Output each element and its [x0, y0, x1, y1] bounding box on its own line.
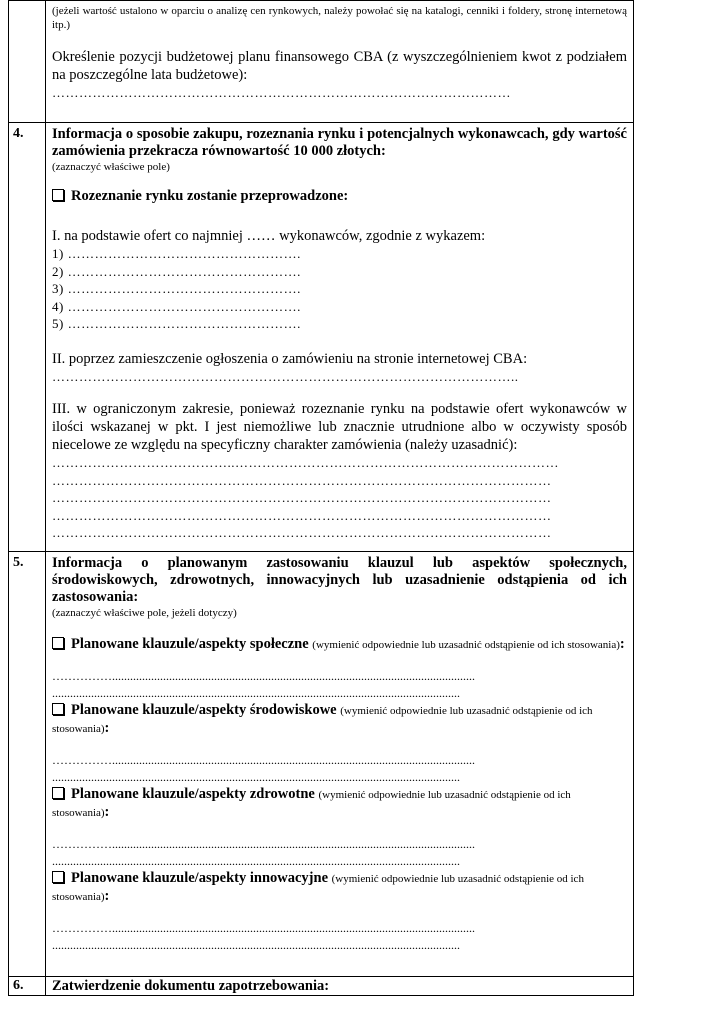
checkbox-icon[interactable]: [52, 637, 64, 649]
option-3-text: III. w ograniczonym zakresie, ponieważ rozeznanie rynku na podstawie ofert wykonawców w ilości wskazanej w pkt. I jest niemożliwe lub znacznie utrudnione albo w oczywisty sposób niecelowe ze względu na specyficzny charakter zamówienia (należy uzasadnić):: [52, 401, 627, 453]
contractor-list-item[interactable]: 4) …………………………………………….: [52, 298, 301, 314]
clause-item-social: [52, 636, 627, 702]
option-1-text: I. na podstawie ofert co najmniej …… wykonawców, zgodnie z wykazem:: [52, 228, 486, 244]
clause-field-line[interactable]: …………….........................................................................................................................: [52, 921, 475, 935]
contractor-list: [52, 245, 627, 333]
clause-field-line[interactable]: …………….........................................................................................................................: [52, 837, 475, 851]
contractor-list-item[interactable]: 2) …………………………………………….: [52, 263, 301, 279]
section-6-row: [9, 977, 634, 996]
clause-field-line[interactable]: ........................................................................................................................................: [52, 770, 460, 784]
clause-label: Planowane klauzule/aspekty środowiskowe: [71, 702, 337, 718]
budget-position-text: Określenie pozycji budżetowej planu finansowego CBA (z wyszczególnieniem kwot z podziałem na poszczególne lata budżetowe):: [52, 49, 627, 83]
market-research-label: Rozeznanie rynku zostanie przeprowadzone:: [71, 188, 349, 204]
section-4-heading: Informacja o sposobie zakupu, rozeznania rynku i potencjalnych wykonawcach, gdy wartość zamówienia przekracza równowartość 10 000 złotych:: [52, 126, 627, 159]
clause-option-health[interactable]: Planowane klauzule/aspekty zdrowotne (wymienić odpowiednie lub uzasadnić odstąpienie od ich stosowania):: [52, 786, 571, 820]
clause-option-social[interactable]: Planowane klauzule/aspekty społeczne (wymienić odpowiednie lub uzasadnić odstąpienie od ich stosowania):: [52, 636, 627, 654]
budget-position-field[interactable]: …………………………………………………………………………………………: [52, 85, 511, 100]
justification-line[interactable]: …………………………………………………………………………………………………: [52, 472, 552, 488]
market-research-option[interactable]: [52, 188, 627, 205]
section-4-row: [9, 123, 634, 552]
clause-note: (wymienić odpowiednie lub uzasadnić odstąpienie od ich stosowania): [52, 789, 571, 819]
section-5-heading: Informacja o planowanym zastosowaniu klauzul lub aspektów społecznych, środowiskowych, zdrowotnych, innowacyjnych lub uzasadnienie odstąpienia od ich zastosowania:: [52, 555, 627, 605]
clause-field-line[interactable]: …………….........................................................................................................................: [52, 753, 475, 767]
section-3-row: [9, 1, 634, 123]
checkbox-icon[interactable]: [52, 703, 64, 715]
clause-item-innovation: [52, 870, 627, 954]
section-number: 6.: [9, 977, 46, 996]
justification-line[interactable]: …………………………………………………………………………………………………: [52, 525, 552, 540]
clause-note: (wymienić odpowiednie lub uzasadnić odstąpienie od ich stosowania): [52, 873, 584, 903]
section-5-subnote: (zaznaczyć właściwe pole, jeżeli dotyczy): [52, 607, 237, 619]
section-3-content: [46, 1, 634, 123]
section-number: 4.: [9, 123, 46, 552]
clause-field-line[interactable]: ........................................................................................................................................: [52, 686, 460, 700]
price-basis-note: (jeżeli wartość ustalono w oparciu o analizę cen rynkowych, należy powołać się na katalogi, cenniki i foldery, stronę internetową itp.): [52, 5, 627, 31]
clause-label: Planowane klauzule/aspekty społeczne: [71, 636, 309, 652]
clause-field-line[interactable]: …………….........................................................................................................................: [52, 669, 475, 683]
section-number: 5.: [9, 552, 46, 977]
clause-label: Planowane klauzule/aspekty innowacyjne: [71, 870, 328, 886]
justification-line[interactable]: …………………………………………………………………………………………………: [52, 507, 552, 523]
option-2-field[interactable]: …………………………………………………………………………………………..: [52, 368, 519, 384]
section-4-subnote: (zaznaczyć właściwe pole): [52, 161, 170, 173]
contractor-list-item[interactable]: 3) …………………………………………….: [52, 281, 301, 296]
requisition-form-table: [8, 0, 634, 996]
contractor-list-item[interactable]: 5) …………………………………………….: [52, 316, 301, 331]
section-6-content: [46, 977, 634, 996]
clause-option-innovation[interactable]: Planowane klauzule/aspekty innowacyjne (wymienić odpowiednie lub uzasadnić odstąpienie od ich stosowania):: [52, 870, 584, 904]
clause-note: (wymienić odpowiednie lub uzasadnić odstąpienie od ich stosowania): [312, 639, 620, 651]
checkbox-icon[interactable]: [52, 787, 64, 799]
section-6-heading: Zatwierdzenie dokumentu zapotrzebowania:: [52, 978, 330, 994]
section-3-number-cell: [9, 1, 46, 123]
justification-line[interactable]: …………………………………………………………………………………………………: [52, 490, 552, 505]
contractor-list-item[interactable]: 1) …………………………………………….: [52, 246, 301, 261]
option-3-justification: [52, 454, 627, 542]
section-5-content: [46, 552, 634, 977]
clause-label: Planowane klauzule/aspekty zdrowotne: [71, 786, 315, 802]
justification-line[interactable]: …………………………………..………………………………………………………………: [52, 455, 559, 470]
clause-item-health: [52, 786, 627, 870]
clause-item-environmental: [52, 702, 627, 786]
option-2-text: II. poprzez zamieszczenie ogłoszenia o zamówieniu na stronie internetowej CBA:: [52, 350, 528, 367]
clause-option-environmental[interactable]: Planowane klauzule/aspekty środowiskowe (wymienić odpowiednie lub uzasadnić odstąpienie od ich stosowania):: [52, 702, 593, 736]
checkbox-icon[interactable]: [52, 189, 64, 201]
checkbox-icon[interactable]: [52, 871, 64, 883]
section-4-content: [46, 123, 634, 552]
clause-field-line[interactable]: ........................................................................................................................................: [52, 854, 460, 868]
section-5-row: [9, 552, 634, 977]
clause-note: (wymienić odpowiednie lub uzasadnić odstąpienie od ich stosowania): [52, 705, 593, 735]
clause-field-line[interactable]: ........................................................................................................................................: [52, 938, 460, 952]
